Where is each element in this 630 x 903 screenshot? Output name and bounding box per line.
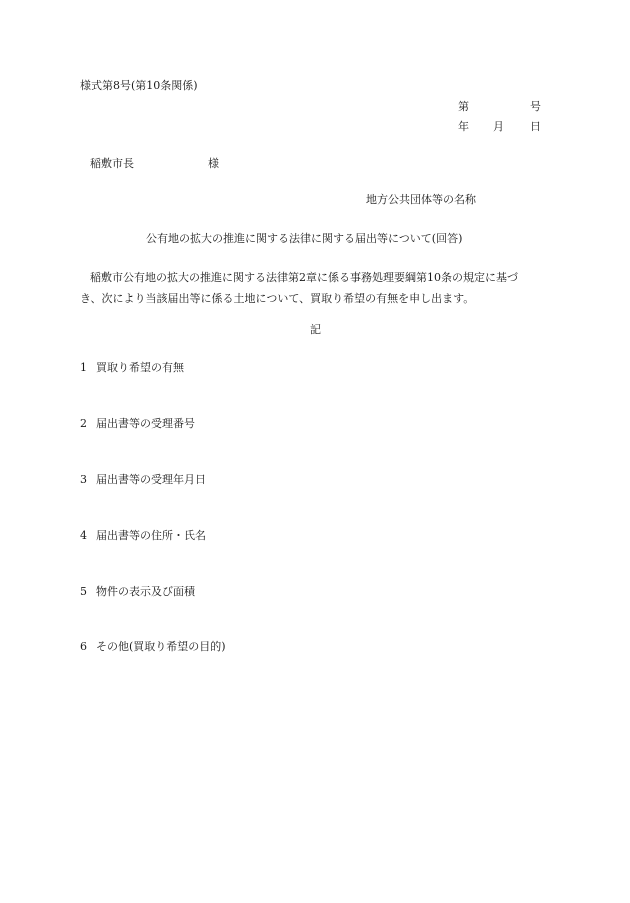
item-number: 6 [80, 640, 87, 653]
list-item [80, 473, 206, 487]
item-number: 2 [80, 417, 87, 430]
date-year-label: 年 [458, 120, 469, 133]
list-item [80, 585, 195, 599]
body-line-2: き、次により当該届出等に係る土地について、買取り希望の有無を申し出ます。 [80, 292, 475, 305]
item-number: 4 [80, 529, 87, 542]
addressee-name: 稲敷市長 [90, 157, 134, 170]
list-item [80, 417, 195, 431]
document-subject: 公有地の拡大の推進に関する法律に関する届出等について(回答) [146, 232, 463, 245]
item-label: 物件の表示及び面積 [96, 585, 195, 598]
document-number-suffix: 号 [530, 100, 541, 113]
addressee-honorific: 様 [208, 157, 219, 170]
item-label: その他(買取り希望の目的) [96, 640, 226, 653]
body-paragraph [80, 267, 550, 309]
item-number: 3 [80, 473, 87, 486]
item-label: 届出書等の住所・氏名 [96, 529, 206, 542]
list-item [80, 640, 226, 654]
item-label: 届出書等の受理番号 [96, 417, 195, 430]
list-item [80, 529, 206, 543]
list-item [80, 361, 184, 375]
date-day-label: 日 [530, 120, 541, 133]
item-number: 5 [80, 585, 87, 598]
item-number: 1 [80, 361, 87, 374]
ki-heading: 記 [310, 323, 321, 336]
sender-org-name: 地方公共団体等の名称 [366, 193, 476, 206]
body-line-1: 稲敷市公有地の拡大の推進に関する法律第2章に係る事務処理要綱第10条の規定に基づ [90, 271, 518, 284]
date-month-label: 月 [493, 120, 504, 133]
form-id: 様式第8号(第10条関係) [80, 79, 198, 92]
item-label: 買取り希望の有無 [96, 361, 184, 374]
item-label: 届出書等の受理年月日 [96, 473, 206, 486]
document-number-prefix: 第 [458, 100, 469, 113]
